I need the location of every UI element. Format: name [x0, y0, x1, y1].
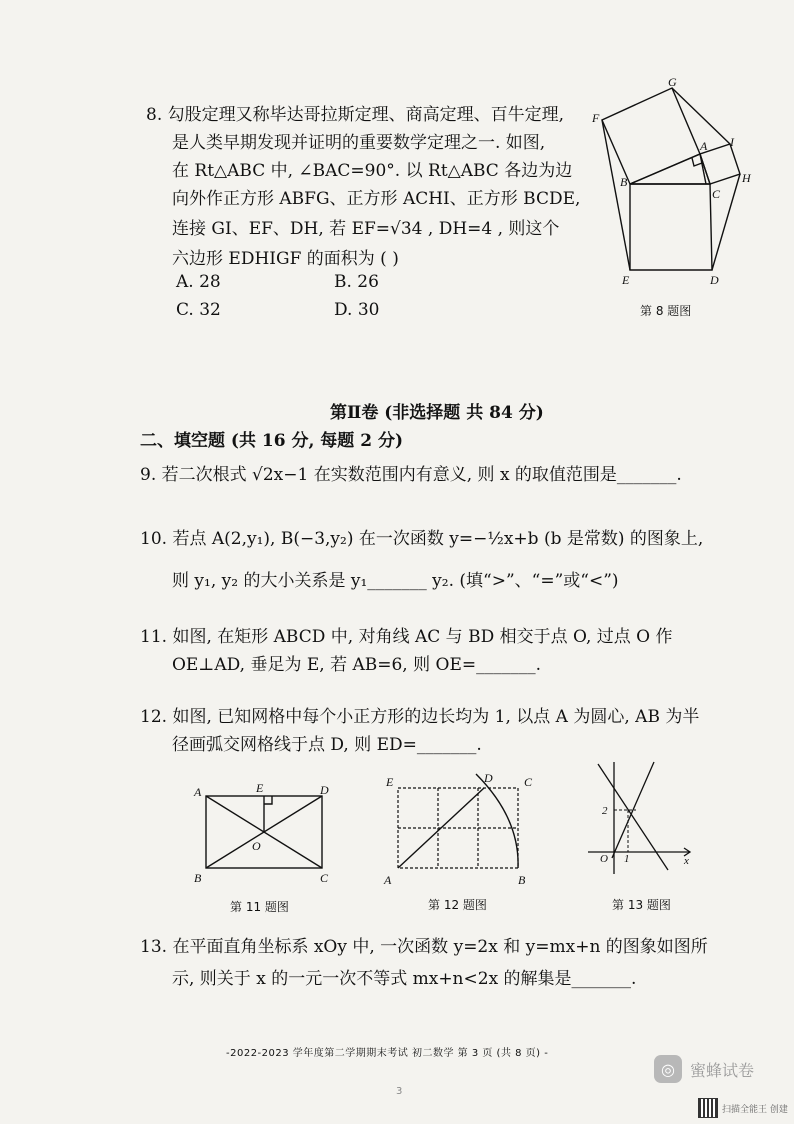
q8-line-1: 8. 勾股定理又称毕达哥拉斯定理、商高定理、百牛定理,	[146, 105, 565, 125]
page-marker: 3	[396, 1086, 403, 1097]
fig8-label-g: G	[668, 75, 677, 89]
q8-line-5: 连接 GI、EF、DH, 若 EF=√34 , DH=4 , 则这个	[172, 219, 560, 239]
figure-12-caption: 第 12 题图	[428, 898, 487, 912]
fig12-label-e: E	[386, 775, 394, 789]
section-fill-in-title: 二、填空题 (共 16 分, 每题 2 分)	[140, 431, 404, 451]
part-2-title: 第Ⅱ卷 (非选择题 共 84 分)	[330, 403, 544, 423]
q8-option-b: B. 26	[334, 272, 379, 292]
fig8-label-h: H	[742, 171, 751, 185]
fig11-label-e: E	[256, 781, 264, 795]
fig11-label-b: B	[194, 871, 202, 885]
q11-line-2: OE⊥AD, 垂足为 E, 若 AB=6, 则 OE=_______.	[172, 655, 542, 675]
figure-11-caption: 第 11 题图	[230, 900, 289, 914]
fig13-label-o: O	[600, 853, 608, 865]
fig13-label-2: 2	[602, 805, 608, 817]
fig13-label-1: 1	[624, 853, 630, 865]
q8-option-c: C. 32	[176, 300, 221, 320]
figure-8	[588, 74, 768, 304]
q8-line-2: 是人类早期发现并证明的重要数学定理之一. 如图,	[172, 133, 546, 153]
fig8-label-d: D	[710, 273, 719, 287]
fig8-label-e: E	[622, 273, 630, 287]
q11-line-1: 11. 如图, 在矩形 ABCD 中, 对角线 AC 与 BD 相交于点 O, 过点 O 作	[140, 627, 673, 647]
q12-line-1: 12. 如图, 已知网格中每个小正方形的边长均为 1, 以点 A 为圆心, AB 为半	[140, 707, 700, 727]
watermark-badge	[654, 1052, 764, 1086]
fig11-label-d: D	[320, 783, 329, 797]
q8-option-d: D. 30	[334, 300, 380, 320]
q12-line-2: 径画弧交网格线于点 D, 则 ED=_______.	[172, 735, 482, 755]
fig12-label-a: A	[384, 873, 392, 887]
fig12-label-d: D	[484, 771, 493, 785]
q13-line-1: 13. 在平面直角坐标系 xOy 中, 一次函数 y=2x 和 y=mx+n 的图象如图所	[140, 937, 708, 957]
q8-line-3: 在 Rt△ABC 中, ∠BAC=90°. 以 Rt△ABC 各边为边	[172, 161, 573, 181]
fig8-label-a: A	[700, 139, 708, 153]
q10-line-2: 则 y₁, y₂ 的大小关系是 y₁_______ y₂. (填“>”、“=”或“<”)	[172, 571, 619, 591]
q9-text: 9. 若二次根式 √2x−1 在实数范围内有意义, 则 x 的取值范围是_______.	[140, 465, 682, 485]
fig11-label-o: O	[252, 839, 261, 853]
qr-code-icon	[698, 1098, 718, 1118]
fig8-label-b: B	[620, 175, 628, 189]
bee-logo-icon: ◎	[654, 1055, 682, 1083]
figure-13	[584, 758, 696, 894]
q13-line-2: 示, 则关于 x 的一元一次不等式 mx+n<2x 的解集是_______.	[172, 969, 637, 989]
watermark-label: 蜜蜂试卷	[690, 1060, 755, 1080]
fig11-label-a: A	[194, 785, 202, 799]
q8-line-4: 向外作正方形 ABFG、正方形 ACHI、正方形 BCDE,	[172, 189, 581, 209]
q8-line-6: 六边形 EDHIGF 的面积为 ( )	[172, 249, 399, 269]
fig13-label-x: x	[684, 855, 689, 867]
fig12-label-c: C	[524, 775, 533, 789]
q8-option-a: A. 28	[176, 272, 221, 292]
fig11-label-c: C	[320, 871, 329, 885]
figure-11	[188, 778, 338, 890]
scan-note: 扫描全能王 创建	[698, 1098, 788, 1118]
fig8-label-i: I	[730, 135, 734, 149]
figure-12	[380, 768, 540, 890]
figure-13-caption: 第 13 题图	[612, 898, 671, 912]
q10-line-1: 10. 若点 A(2,y₁), B(−3,y₂) 在一次函数 y=−½x+b (b 是常数) 的图象上,	[140, 529, 704, 549]
figure-8-caption: 第 8 题图	[640, 304, 692, 318]
fig8-label-f: F	[592, 111, 600, 125]
fig8-label-c: C	[712, 187, 721, 201]
fig12-label-b: B	[518, 873, 526, 887]
page-footer: -2022-2023 学年度第二学期期末考试 初二数学 第 3 页 (共 8 页) -	[226, 1048, 549, 1059]
